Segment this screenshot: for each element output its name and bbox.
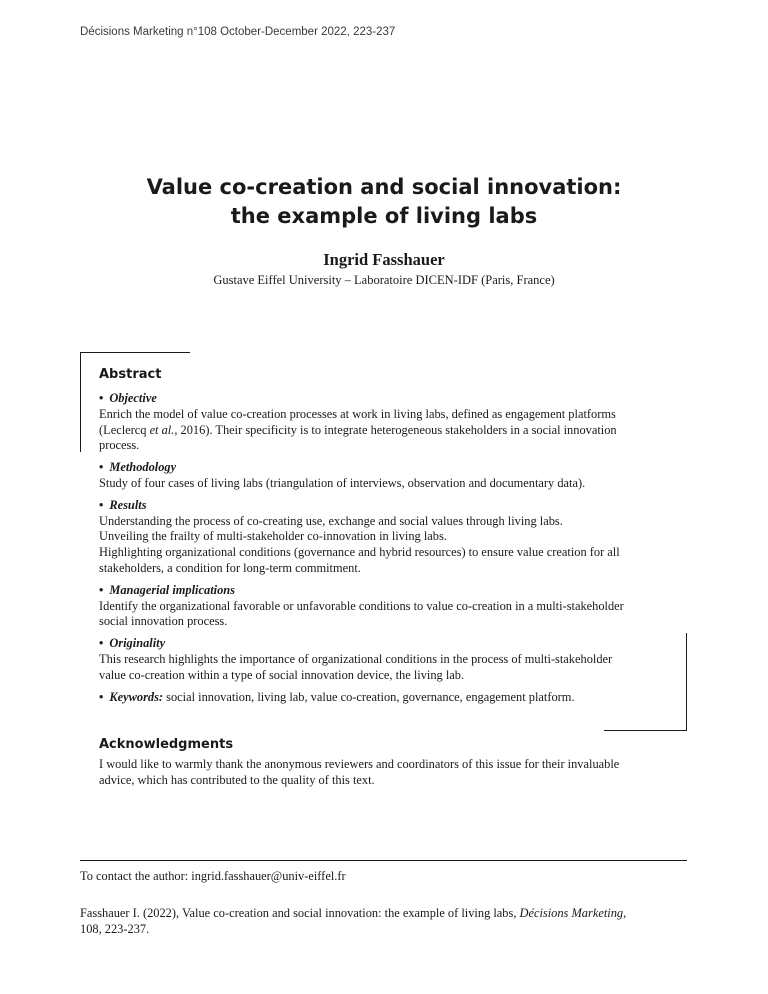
citation-line-2: 108, 223-237. (80, 922, 150, 936)
author-affiliation: Gustave Eiffel University – Laboratoire DICEN-IDF (Paris, France) (213, 273, 555, 287)
title-line-2: the example of living labs (230, 204, 538, 228)
citation-text: Fasshauer I. (2022), Value co-creation and social innovation: the example of living labs, (80, 906, 520, 920)
abstract-results (99, 498, 669, 577)
abstract-objective (99, 391, 669, 454)
bullet-icon: • (99, 497, 104, 512)
methodology-text: Study of four cases of living labs (triangulation of interviews, observation and documentary data). (99, 475, 586, 490)
bullet-icon: • (99, 689, 104, 704)
originality-title: • Originality (99, 636, 166, 651)
abstract-frame-bottom (604, 730, 687, 731)
results-line-3: Highlighting organizational conditions (governance and hybrid resources) to ensure value creation for all (99, 545, 620, 560)
title-line-1: Value co-creation and social innovation: (146, 175, 622, 199)
managerial-title: • Managerial implications (99, 582, 235, 597)
methodology-title: • Methodology (99, 460, 177, 475)
abstract-frame-left (80, 352, 81, 452)
abstract-methodology (99, 460, 669, 492)
managerial-line-2: social innovation process. (99, 614, 228, 629)
abstract-frame-right (686, 633, 687, 731)
bullet-icon: • (99, 636, 104, 651)
article-title (0, 173, 768, 231)
running-header: Décisions Marketing n°108 October-December 2022, 223-237 (80, 26, 396, 38)
acknowledgments-line-1: I would like to warmly thank the anonymous reviewers and coordinators of this issue for their invaluable (99, 757, 620, 771)
author-contact: To contact the author: ingrid.fasshauer@univ-eiffel.fr (80, 869, 346, 883)
bullet-icon: • (99, 460, 104, 475)
acknowledgments-line-2: advice, which has contributed to the quality of this text. (99, 772, 375, 787)
abstract-managerial (99, 583, 669, 630)
managerial-line-1: Identify the organizational favorable or unfavorable conditions to value co-creation in a multi-stakeholder (99, 598, 624, 613)
originality-line-1: This research highlights the importance of organizational conditions in the process of multi-stakeholder (99, 651, 613, 666)
acknowledgments-section (99, 737, 669, 789)
abstract-originality (99, 636, 669, 683)
keywords-label: Keywords: (109, 689, 164, 704)
results-line-1: Understanding the process of co-creating use, exchange and social values through living labs. (99, 513, 563, 528)
citation: Fasshauer I. (2022), Value co-creation and social innovation: the example of living labs, Décisions Marketing, 108, 223-237. (80, 905, 692, 937)
originality-line-2: value co-creation within a type of social innovation device, the living lab. (99, 667, 465, 682)
keywords-text: social innovation, living lab, value co-creation, governance, engagement platform. (163, 689, 575, 704)
objective-line-2: (Leclercq et al., 2016). Their specificity is to integrate heterogeneous stakeholders in a social innovation (99, 422, 617, 437)
bullet-icon: • (99, 582, 104, 597)
objective-line-1: Enrich the model of value co-creation processes at work in living labs, defined as engagement platforms (99, 406, 616, 421)
footer-divider (80, 860, 687, 861)
results-line-2: Unveiling the frailty of multi-stakeholder co-innovation in living labs. (99, 529, 447, 544)
abstract-frame-top (80, 352, 190, 353)
abstract-keywords (99, 690, 669, 706)
acknowledgments-heading: Acknowledgments (99, 737, 234, 752)
author-name: Ingrid Fasshauer (323, 250, 445, 269)
results-title: • Results (99, 497, 147, 512)
citation-journal: Décisions Marketing (519, 906, 624, 920)
objective-title: • Objective (99, 391, 157, 405)
abstract-heading: Abstract (99, 367, 162, 382)
abstract-section (99, 367, 669, 711)
objective-line-3: process. (99, 438, 140, 453)
bullet-icon: • (99, 391, 104, 405)
results-line-4: stakeholders, a condition for long-term commitment. (99, 560, 361, 575)
